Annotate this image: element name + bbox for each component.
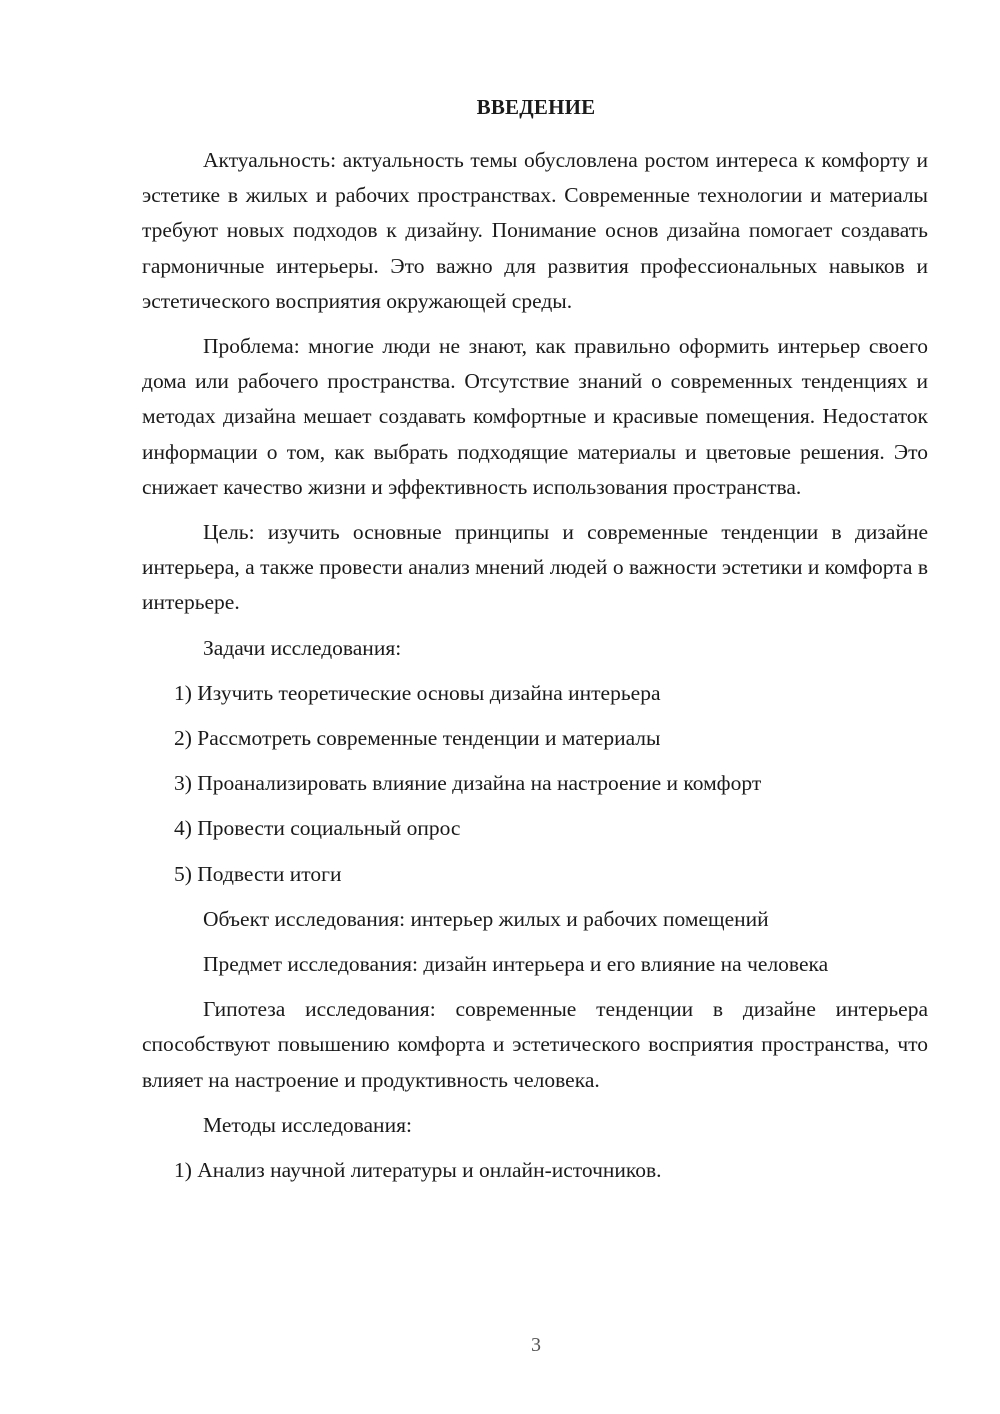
paragraph-goal: Цель: изучить основные принципы и современные тенденции в дизайне интерьера, а также провести анализ мнений людей о важности эстетики и комфорта в интерьере. xyxy=(142,520,928,615)
method-item: 1) Анализ научной литературы и онлайн-источников. xyxy=(174,1158,662,1183)
paragraph-object: Объект исследования: интерьер жилых и рабочих помещений xyxy=(203,906,769,931)
task-item: 5) Подвести итоги xyxy=(174,861,342,886)
section-title: ВВЕДЕНИЕ xyxy=(476,95,596,119)
paragraph-relevance: Актуальность: актуальность темы обусловлена ростом интереса к комфорту и эстетике в жилых и рабочих пространствах. Современные технологии и материалы требуют новых подходов к дизайну. Понимание основ дизайна помогает создавать гармоничные интерьеры. Это важно для развития профессиональных навыков и эстетического восприятия окружающей среды. xyxy=(142,148,928,313)
task-item: 2) Рассмотреть современные тенденции и материалы xyxy=(174,726,661,751)
task-item: 1) Изучить теоретические основы дизайна интерьера xyxy=(174,680,661,705)
task-item: 3) Проанализировать влияние дизайна на настроение и комфорт xyxy=(174,771,762,796)
page-number: 3 xyxy=(531,1334,541,1356)
methods-heading: Методы исследования: xyxy=(203,1112,412,1137)
task-item: 4) Провести социальный опрос xyxy=(174,816,461,841)
paragraph-subject: Предмет исследования: дизайн интерьера и его влияние на человека xyxy=(203,952,829,977)
tasks-heading: Задачи исследования: xyxy=(203,635,402,660)
document-body xyxy=(142,143,928,1198)
paragraph-hypothesis: Гипотеза исследования: современные тенденции в дизайне интерьера способствуют повышению комфорта и эстетического восприятия пространства, что влияет на настроение и продуктивность человека. xyxy=(142,997,928,1092)
paragraph-problem: Проблема: многие люди не знают, как правильно оформить интерьер своего дома или рабочего пространства. Отсутствие знаний о современных тенденциях и методах дизайна мешает создавать комфортные и красивые помещения. Недостаток информации о том, как выбрать подходящие материалы и цветовые решения. Это снижает качество жизни и эффективность использования пространства. xyxy=(142,334,928,499)
